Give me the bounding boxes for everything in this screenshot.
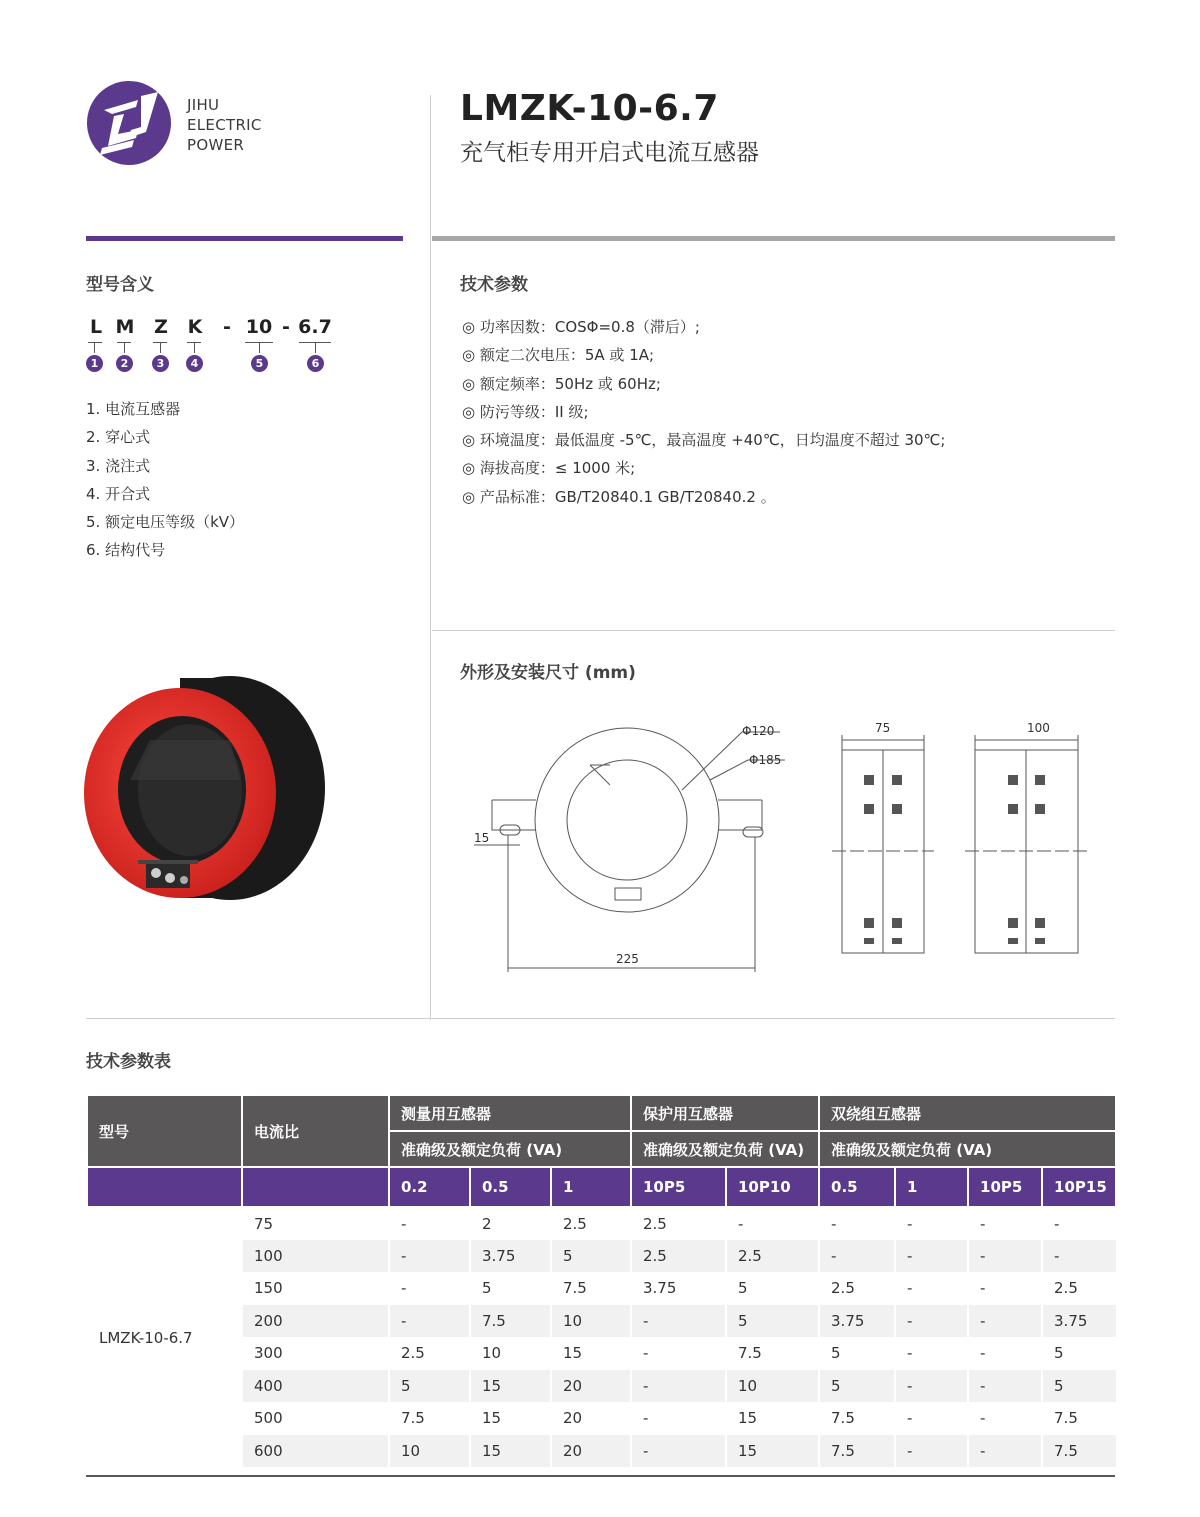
value-cell: 7.5 bbox=[819, 1402, 895, 1435]
value-cell: 3.75 bbox=[819, 1305, 895, 1338]
code-marker: 3 bbox=[152, 355, 169, 372]
meaning-item: 6. 结构代号 bbox=[86, 541, 166, 560]
value-cell: 2.5 bbox=[631, 1207, 726, 1240]
code-char: Z bbox=[154, 316, 168, 338]
code-char: - bbox=[223, 316, 231, 338]
value-cell: - bbox=[895, 1272, 968, 1305]
value-cell: - bbox=[968, 1337, 1042, 1370]
value-cell: - bbox=[968, 1370, 1042, 1403]
param-item: ◎ 防污等级：II 级; bbox=[462, 402, 589, 421]
header-class: 10P10 bbox=[726, 1167, 819, 1207]
value-cell: 7.5 bbox=[389, 1402, 470, 1435]
table-row bbox=[87, 1272, 1116, 1305]
value-cell: 10 bbox=[726, 1370, 819, 1403]
value-cell: 5 bbox=[1042, 1370, 1116, 1403]
meaning-item: 5. 额定电压等级（kV） bbox=[86, 513, 245, 532]
ratio-cell: 500 bbox=[242, 1402, 389, 1435]
code-marker: 1 bbox=[86, 355, 103, 372]
value-cell: 5 bbox=[389, 1370, 470, 1403]
dimensions-heading: 外形及安装尺寸 (mm) bbox=[460, 663, 636, 683]
value-cell: 15 bbox=[470, 1402, 551, 1435]
meaning-item: 4. 开合式 bbox=[86, 484, 151, 503]
header-class: 10P5 bbox=[631, 1167, 726, 1207]
value-cell: - bbox=[895, 1402, 968, 1435]
table-row bbox=[87, 1305, 1116, 1338]
value-cell: - bbox=[631, 1337, 726, 1370]
code-stem bbox=[94, 343, 95, 353]
tech-params-heading: 技术参数 bbox=[460, 275, 528, 295]
param-item: ◎ 海拔高度：≤ 1000 米; bbox=[462, 459, 636, 478]
value-cell: 5 bbox=[726, 1272, 819, 1305]
vertical-divider bbox=[430, 95, 431, 1020]
value-cell: - bbox=[1042, 1207, 1116, 1240]
model-cell: LMZK-10-6.7 bbox=[87, 1207, 242, 1467]
ratio-cell: 600 bbox=[242, 1435, 389, 1468]
header-ratio: 电流比 bbox=[242, 1095, 389, 1167]
table-row bbox=[87, 1240, 1116, 1273]
model-meaning-heading: 型号含义 bbox=[86, 275, 154, 295]
table-row bbox=[87, 1370, 1116, 1403]
param-item: ◎ 额定频率：50Hz 或 60Hz; bbox=[462, 374, 661, 393]
code-char: 6.7 bbox=[298, 316, 332, 338]
table-row bbox=[87, 1337, 1116, 1370]
spec-table-body bbox=[87, 1207, 1116, 1467]
value-cell: 7.5 bbox=[819, 1435, 895, 1468]
value-cell: 7.5 bbox=[726, 1337, 819, 1370]
dim-label: 75 bbox=[875, 721, 891, 735]
header-blank bbox=[242, 1167, 389, 1207]
meaning-item: 2. 穿心式 bbox=[86, 428, 151, 447]
brand-line-3: POWER bbox=[187, 136, 245, 154]
dim-label: 225 bbox=[616, 952, 639, 966]
header-group-dual: 双绕组互感器 bbox=[819, 1095, 1116, 1131]
value-cell: 20 bbox=[551, 1370, 631, 1403]
value-cell: - bbox=[631, 1305, 726, 1338]
table-row bbox=[87, 1207, 1116, 1240]
section-divider bbox=[432, 630, 1115, 631]
header-class: 1 bbox=[895, 1167, 968, 1207]
value-cell: - bbox=[1042, 1240, 1116, 1273]
table-row bbox=[87, 1402, 1116, 1435]
value-cell: - bbox=[819, 1240, 895, 1273]
value-cell: 15 bbox=[551, 1337, 631, 1370]
dim-label: 100 bbox=[1027, 721, 1050, 735]
value-cell: - bbox=[895, 1305, 968, 1338]
brand-line-2: ELECTRIC bbox=[187, 116, 262, 134]
spec-table-heading: 技术参数表 bbox=[86, 1052, 171, 1072]
header-sub-protect: 准确级及额定负荷 (VA) bbox=[631, 1131, 819, 1167]
spec-table bbox=[86, 1094, 1117, 1467]
header-sub-measure: 准确级及额定负荷 (VA) bbox=[389, 1131, 631, 1167]
value-cell: - bbox=[968, 1240, 1042, 1273]
value-cell: - bbox=[819, 1207, 895, 1240]
value-cell: - bbox=[895, 1207, 968, 1240]
value-cell: 5 bbox=[470, 1272, 551, 1305]
value-cell: - bbox=[389, 1305, 470, 1338]
value-cell: 7.5 bbox=[470, 1305, 551, 1338]
value-cell: - bbox=[895, 1337, 968, 1370]
value-cell: 2.5 bbox=[726, 1240, 819, 1273]
header-class: 0.2 bbox=[389, 1167, 470, 1207]
current-transformer-photo bbox=[80, 670, 330, 920]
header-blank bbox=[87, 1167, 242, 1207]
code-stem bbox=[315, 343, 316, 353]
param-item: ◎ 功率因数：COSΦ=0.8（滞后）; bbox=[462, 318, 700, 336]
value-cell: 15 bbox=[726, 1402, 819, 1435]
value-cell: 15 bbox=[470, 1435, 551, 1468]
code-stem bbox=[259, 343, 260, 353]
value-cell: - bbox=[895, 1240, 968, 1273]
ratio-cell: 300 bbox=[242, 1337, 389, 1370]
value-cell: 5 bbox=[819, 1370, 895, 1403]
header-sub-dual: 准确级及额定负荷 (VA) bbox=[819, 1131, 1116, 1167]
brand-name bbox=[187, 95, 262, 155]
tech-params-list bbox=[462, 313, 945, 511]
code-char: 10 bbox=[245, 316, 273, 338]
value-cell: 2.5 bbox=[389, 1337, 470, 1370]
value-cell: 2 bbox=[470, 1207, 551, 1240]
header-class: 10P5 bbox=[968, 1167, 1042, 1207]
code-marker: 6 bbox=[307, 355, 324, 372]
header-model: 型号 bbox=[87, 1095, 242, 1167]
header-class: 10P15 bbox=[1042, 1167, 1116, 1207]
value-cell: 3.75 bbox=[631, 1272, 726, 1305]
ratio-cell: 100 bbox=[242, 1240, 389, 1273]
value-cell: - bbox=[895, 1370, 968, 1403]
accent-bar-right bbox=[432, 236, 1115, 241]
dim-label: Φ185 bbox=[749, 753, 782, 767]
value-cell: 5 bbox=[726, 1305, 819, 1338]
value-cell: - bbox=[631, 1402, 726, 1435]
value-cell: 20 bbox=[551, 1435, 631, 1468]
code-marker: 5 bbox=[251, 355, 268, 372]
value-cell: - bbox=[389, 1207, 470, 1240]
value-cell: - bbox=[968, 1305, 1042, 1338]
value-cell: - bbox=[726, 1207, 819, 1240]
value-cell: 5 bbox=[551, 1240, 631, 1273]
value-cell: - bbox=[631, 1370, 726, 1403]
value-cell: 10 bbox=[389, 1435, 470, 1468]
code-stem bbox=[160, 343, 161, 353]
code-stem bbox=[124, 343, 125, 353]
code-marker: 4 bbox=[186, 355, 203, 372]
section-divider bbox=[86, 1018, 1115, 1019]
product-title: LMZK-10-6.7 bbox=[460, 88, 719, 129]
code-char: M bbox=[115, 316, 135, 338]
code-bracket bbox=[88, 342, 102, 343]
value-cell: 2.5 bbox=[551, 1207, 631, 1240]
code-marker: 2 bbox=[116, 355, 133, 372]
ratio-cell: 75 bbox=[242, 1207, 389, 1240]
value-cell: - bbox=[631, 1435, 726, 1468]
ratio-cell: 400 bbox=[242, 1370, 389, 1403]
value-cell: - bbox=[895, 1435, 968, 1468]
param-item: ◎ 环境温度：最低温度 -5℃，最高温度 +40℃，日均温度不超过 30℃; bbox=[462, 431, 946, 450]
value-cell: 7.5 bbox=[1042, 1402, 1116, 1435]
model-meaning-list bbox=[86, 395, 244, 565]
header-group-protect: 保护用互感器 bbox=[631, 1095, 819, 1131]
value-cell: 5 bbox=[1042, 1337, 1116, 1370]
value-cell: 10 bbox=[470, 1337, 551, 1370]
value-cell: 7.5 bbox=[551, 1272, 631, 1305]
dim-label: Φ120 bbox=[742, 724, 775, 738]
param-item: ◎ 产品标准：GB/T20840.1 GB/T20840.2 。 bbox=[462, 487, 776, 506]
brand-line-1: JIHU bbox=[187, 96, 220, 114]
value-cell: 2.5 bbox=[1042, 1272, 1116, 1305]
code-char: L bbox=[89, 316, 103, 338]
table-row bbox=[87, 1435, 1116, 1468]
value-cell: - bbox=[968, 1435, 1042, 1468]
value-cell: 2.5 bbox=[819, 1272, 895, 1305]
ratio-cell: 150 bbox=[242, 1272, 389, 1305]
header-class: 1 bbox=[551, 1167, 631, 1207]
value-cell: - bbox=[389, 1272, 470, 1305]
param-item: ◎ 额定二次电压：5A 或 1A; bbox=[462, 346, 655, 365]
table-bottom-rule bbox=[86, 1475, 1115, 1477]
value-cell: - bbox=[968, 1272, 1042, 1305]
value-cell: 2.5 bbox=[631, 1240, 726, 1273]
meaning-item: 1. 电流互感器 bbox=[86, 400, 181, 418]
value-cell: - bbox=[968, 1402, 1042, 1435]
value-cell: 15 bbox=[470, 1370, 551, 1403]
accent-bar-left bbox=[86, 236, 403, 241]
header-class: 0.5 bbox=[819, 1167, 895, 1207]
jihu-logo-icon bbox=[86, 80, 172, 166]
meaning-item: 3. 浇注式 bbox=[86, 456, 151, 475]
code-stem bbox=[194, 343, 195, 353]
value-cell: 5 bbox=[819, 1337, 895, 1370]
code-char: K bbox=[187, 316, 203, 338]
value-cell: 15 bbox=[726, 1435, 819, 1468]
value-cell: - bbox=[968, 1207, 1042, 1240]
value-cell: - bbox=[389, 1240, 470, 1273]
header-class: 0.5 bbox=[470, 1167, 551, 1207]
header-group-measure: 测量用互感器 bbox=[389, 1095, 631, 1131]
value-cell: 10 bbox=[551, 1305, 631, 1338]
value-cell: 3.75 bbox=[470, 1240, 551, 1273]
value-cell: 20 bbox=[551, 1402, 631, 1435]
value-cell: 7.5 bbox=[1042, 1435, 1116, 1468]
value-cell: 3.75 bbox=[1042, 1305, 1116, 1338]
dim-label: 15 bbox=[474, 831, 490, 845]
code-char: - bbox=[282, 316, 290, 338]
ratio-cell: 200 bbox=[242, 1305, 389, 1338]
product-subtitle: 充气柜专用开启式电流互感器 bbox=[460, 140, 759, 166]
dimension-drawing bbox=[460, 710, 1100, 990]
